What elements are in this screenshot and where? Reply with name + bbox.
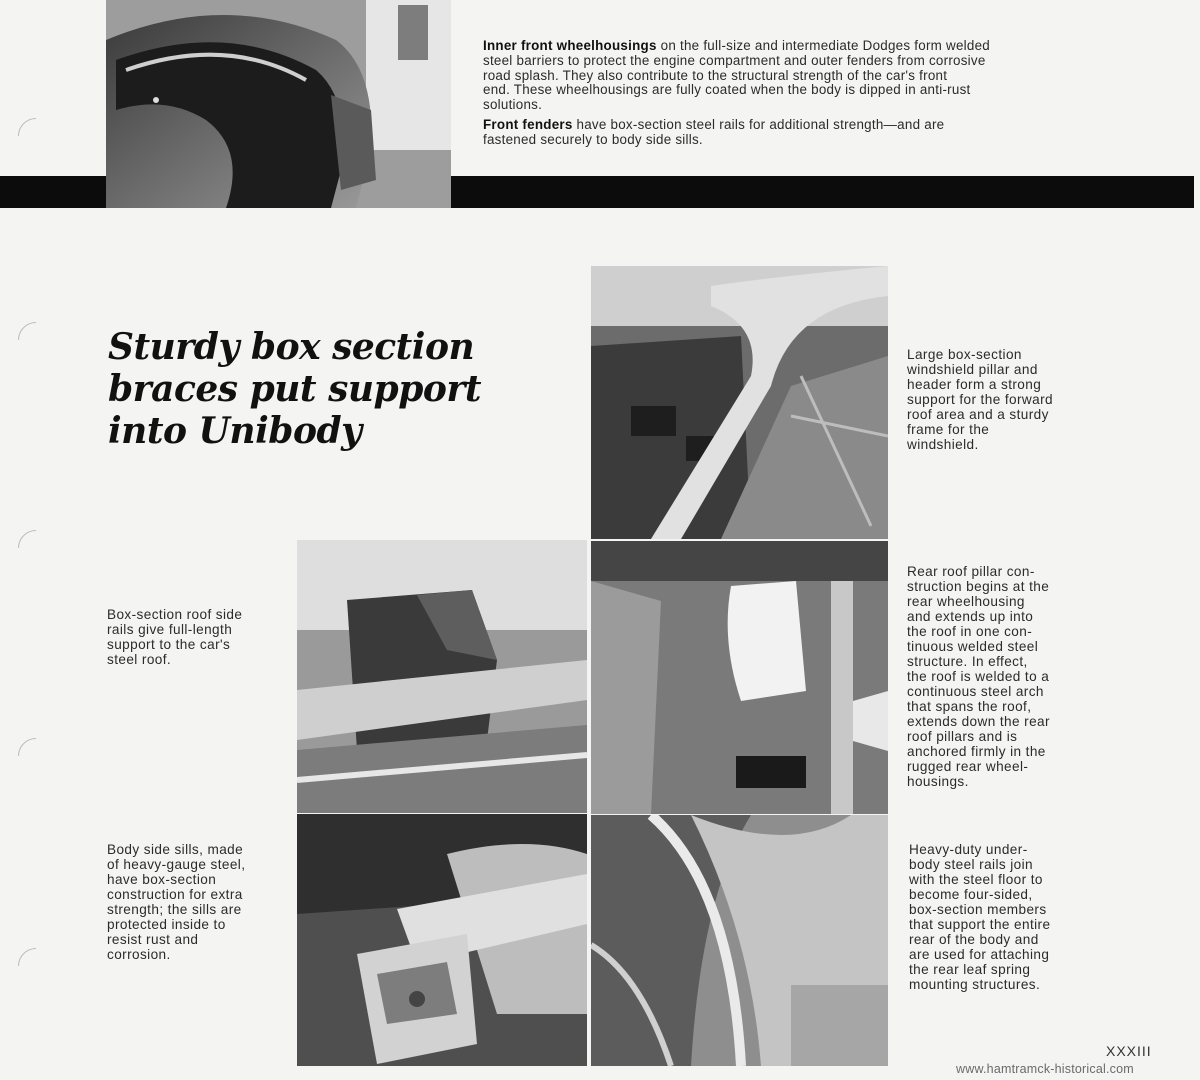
caption-line: Large box-section	[907, 347, 1022, 362]
binder-hole-mark	[18, 322, 54, 358]
caption-line: anchored firmly in the	[907, 744, 1046, 759]
headline-line: braces put support	[108, 368, 481, 410]
headline-line: Sturdy box section	[108, 326, 475, 368]
source-credit: www.hamtramck-historical.com	[956, 1062, 1134, 1076]
caption-line: Heavy-duty under-	[909, 842, 1028, 857]
body-side-sill-photo	[297, 814, 587, 1066]
windshield-pillar-photo	[591, 266, 888, 539]
caption-line: the roof in one con-	[907, 624, 1033, 639]
caption-line: corrosion.	[107, 947, 171, 962]
caption-line: extends down the rear	[907, 714, 1050, 729]
caption-line: have box-section	[107, 872, 217, 887]
caption-line: Body side sills, made	[107, 842, 244, 857]
wheelhousing-line: end. These wheelhousings are fully coated when the body is dipped in anti-rust	[483, 82, 971, 98]
fenders-line: fastened securely to body side sills.	[483, 131, 703, 147]
binder-hole-mark	[18, 738, 54, 774]
rear-roof-pillar-caption	[907, 564, 1050, 789]
underbody-rail-photo	[591, 815, 888, 1066]
page-headline	[108, 326, 528, 452]
caption-line: housings.	[907, 774, 969, 789]
caption-line: rugged rear wheel-	[907, 759, 1029, 774]
caption-line: mounting structures.	[909, 977, 1041, 992]
caption-line: construction for extra	[107, 887, 243, 902]
caption-line: support for the forward	[907, 392, 1053, 407]
caption-line: rails give full-length	[107, 622, 233, 637]
caption-line: roof pillars and is	[907, 729, 1018, 744]
fenders-paragraph	[483, 118, 1063, 148]
wheelhousing-line: solutions.	[483, 97, 543, 113]
binder-hole-mark	[18, 948, 54, 984]
wheelhousing-line: steel barriers to protect the engine compartment and outer fenders from corrosive	[483, 52, 986, 68]
underbody-rails-caption	[909, 842, 1050, 992]
windshield-pillar-caption	[907, 347, 1053, 452]
caption-line: box-section members	[909, 902, 1047, 917]
caption-line: windshield.	[907, 437, 979, 452]
caption-line: are used for attaching	[909, 947, 1050, 962]
caption-line: windshield pillar and	[907, 362, 1038, 377]
caption-line: structure. In effect,	[907, 654, 1028, 669]
caption-line: header form a strong	[907, 377, 1042, 392]
caption-line: body steel rails join	[909, 857, 1034, 872]
caption-line: support to the car's	[107, 637, 231, 652]
fenders-line: have box-section steel rails for additional strength—and are	[576, 116, 945, 132]
roof-side-rail-photo	[297, 540, 587, 813]
caption-line: and extends up into	[907, 609, 1034, 624]
caption-line: the rear leaf spring	[909, 962, 1031, 977]
caption-line: Rear roof pillar con-	[907, 564, 1035, 579]
wheelhousing-line: on the full-size and intermediate Dodges form welded	[660, 38, 990, 53]
caption-line: with the steel floor to	[909, 872, 1043, 887]
wheelhousing-line: road splash. They also contribute to the structural strength of the car's front	[483, 67, 948, 83]
caption-line: steel roof.	[107, 652, 172, 667]
page-number: XXXIII	[1106, 1043, 1152, 1059]
caption-line: Box-section roof side	[107, 607, 243, 622]
fenders-lead: Front fenders	[483, 116, 577, 132]
wheelhousing-description	[483, 39, 1063, 153]
caption-line: the roof is welded to a	[907, 669, 1050, 684]
caption-line: resist rust and	[107, 932, 199, 947]
roof-side-rails-caption	[107, 607, 242, 667]
wheelhousing-lead: Inner front wheelhousings	[483, 38, 661, 53]
wheelhousing-photo	[106, 0, 451, 208]
caption-line: roof area and a sturdy	[907, 407, 1049, 422]
caption-line: strength; the sills are	[107, 902, 242, 917]
rear-roof-pillar-photo	[591, 541, 888, 814]
wheelhousing-paragraph	[483, 39, 1063, 113]
body-side-sills-caption	[107, 842, 245, 962]
caption-line: of heavy-gauge steel,	[107, 857, 246, 872]
caption-line: tinuous welded steel	[907, 639, 1039, 654]
caption-line: continuous steel arch	[907, 684, 1044, 699]
headline-line: into Unibody	[108, 410, 362, 452]
caption-line: that support the entire	[909, 917, 1051, 932]
binder-hole-mark	[18, 530, 54, 566]
caption-line: protected inside to	[107, 917, 226, 932]
caption-line: that spans the roof,	[907, 699, 1032, 714]
caption-line: struction begins at the	[907, 579, 1050, 594]
caption-line: become four-sided,	[909, 887, 1033, 902]
caption-line: rear of the body and	[909, 932, 1039, 947]
binder-hole-mark	[18, 118, 54, 154]
caption-line: frame for the	[907, 422, 990, 437]
caption-line: rear wheelhousing	[907, 594, 1025, 609]
